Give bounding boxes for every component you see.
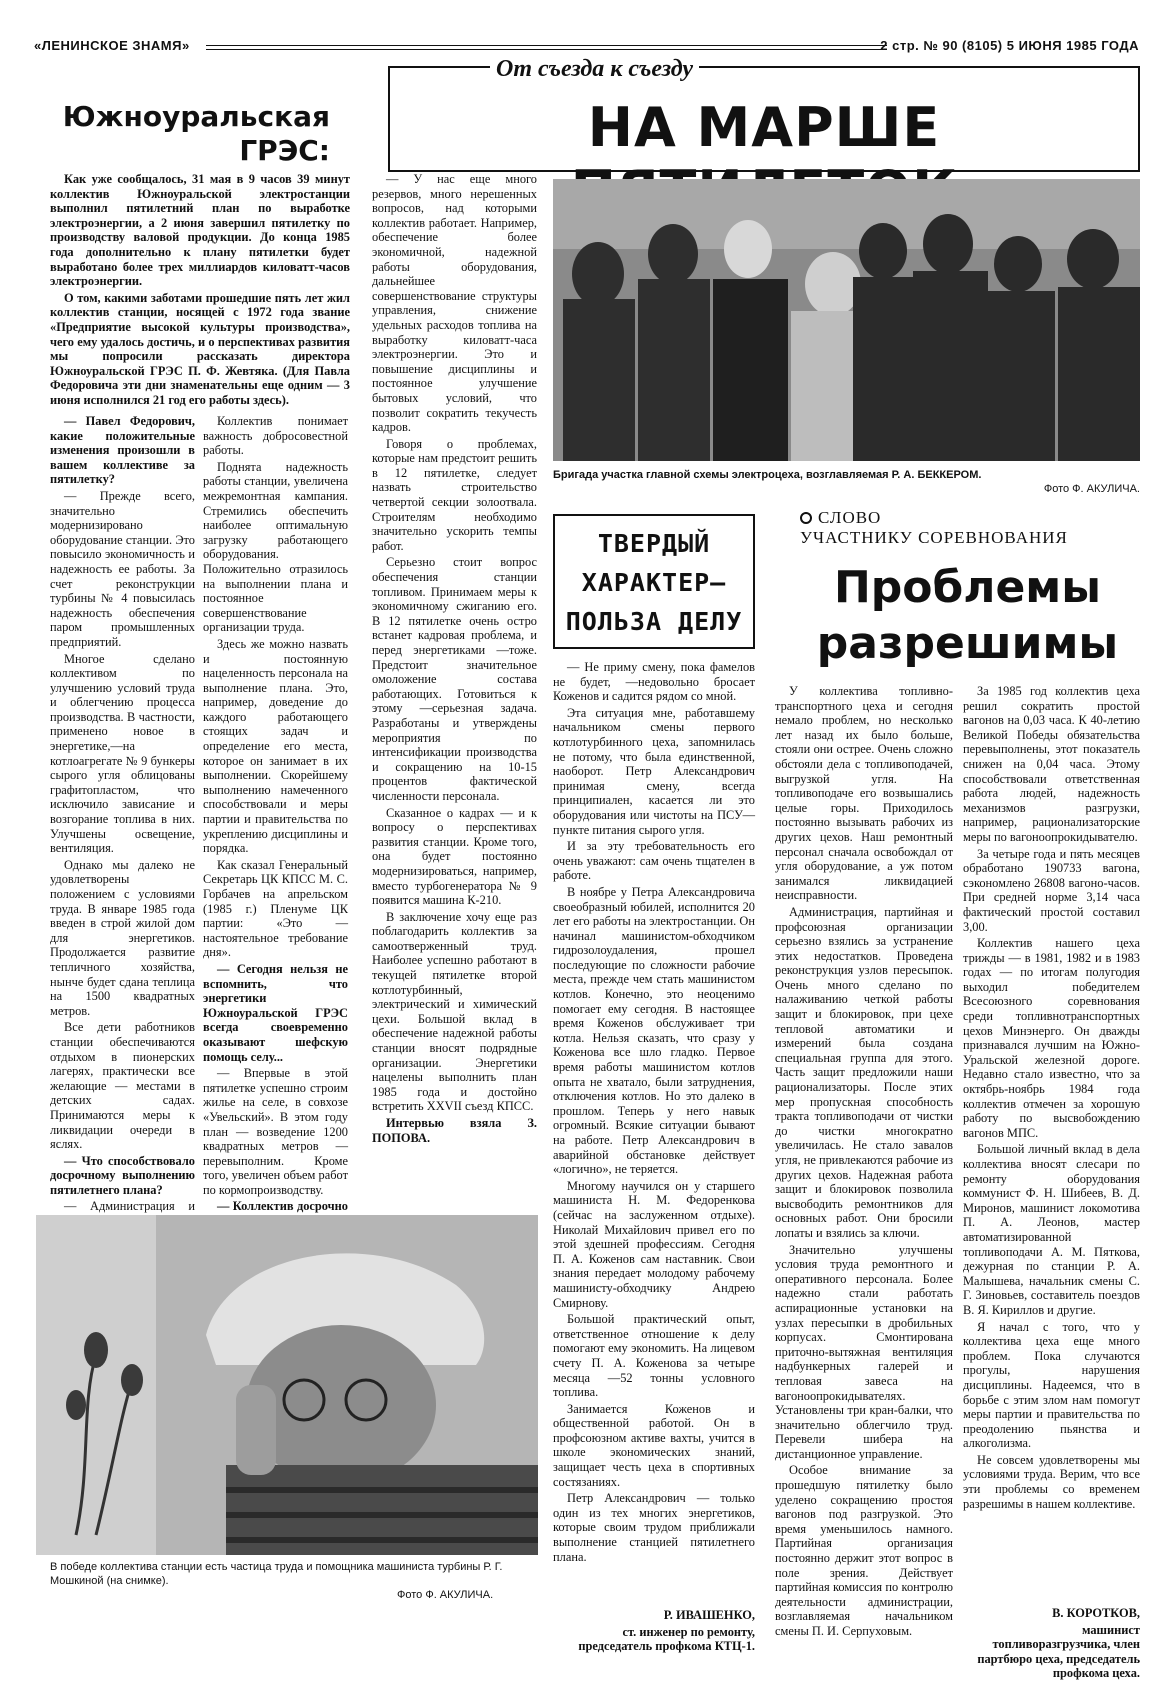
brigade-photo-caption [553, 468, 1140, 496]
tverdy-title-box [553, 514, 755, 649]
brigade-caption-text: Бригада участка главной схемы электроцеха, возглавляемая Р. А. БЕККЕРОМ. [553, 469, 982, 481]
section-banner [388, 56, 1140, 172]
paragraph: В ноябре у Петра Александровича своеобразный юбилей, исполнится 20 лет его работы на электростанции. Он начинал машинистом-обходчиком гидрозолоудаления, прошел последующие по сложности рабочие места, прежде чем стать машинистом котлов. Конечно, это неоценимо помогает ему сегодня. В настоящее время Коженов обслуживает три котла. Нельзя сказать, что сразу у Коженова все шло гладко. Первое время работы машинистом котлов опыта не хватало, были затруднения, отключения котлов. Но это далеко в прошлом. Теперь у него навык огромный. Всякие ситуации бывают на работе. Петр Александрович в аварийной обстановке действует «логично», не теряется. [553, 884, 755, 1177]
paragraph: Значительно улучшены условия труда ремонтного и оперативного персонала. Более надежно стали работать аспирационные установки на узлах пересыпки в дробильных корпусах. Смонтирована приточно-вытяжная вентиляция надбункерных галерей и тепловая завеса на вагоноопрокидывателях. Установлены три кран-балки, что значительно облегчило труд. Перевели шибера на дистанционное управление. [775, 1242, 953, 1461]
interview-column-1 [50, 414, 195, 1214]
tverdy-title-line-1: ТВЕРДЫЙ [597, 529, 711, 558]
paragraph: — Что способствовало досрочному выполнению пятилетнего плана? [50, 1153, 195, 1197]
paragraph: У коллектива топливно-транспортного цеха и сегодня немало проблем, но несколько лет назад их было больше, стояли они острее. Очень сложно обстояли дела с топливоподачей, выгрузкой угля. На топливоподаче его возвышались целые горы. Приходилось постоянно вызывать рабочих из других цехов. Наш ремонтный персонал сначала освобождал от угля оборудование, а уж потом занимался ликвидацией неисправности. [775, 684, 953, 903]
brigade-photo-credit: Фото Ф. АКУЛИЧА. [1043, 483, 1140, 495]
banner-rubric: От съезда к съезду [490, 56, 699, 83]
paragraph: Большой практический опыт, ответственное отношение к делу помогают ему экономить. На лицевом счету П. А. Коженова за четыре месяца —52 тонны условного топлива. [553, 1312, 755, 1400]
portrait-photo [36, 1215, 538, 1555]
paragraph: Поднята надежность работы станции, увеличена межремонтная кампания. Стремились обеспечить наиболее оптимальную загрузку работающего оборудования. Положительно отразилось на выполнении плана и постоянное совершенствование организации труда. [203, 459, 348, 635]
problems-signature-name: В. КОРОТКОВ, [1052, 1606, 1140, 1620]
paragraph: Сказанное о кадрах — и к вопросу о перспективах развития станции. Кроме того, она будет постоянно модернизироваться, например, вместо турбогенератора № 9 появится машина К-210. [372, 805, 537, 908]
paragraph: Многое сделано коллективом по улучшению условий труда и облегчению процесса производства. В частности, применено новое в энергетике,—на котлоагрегате № 9 бункеры сырого угля облицованы графитопластом, что исключило зависание и возгорание топлива в них. Улучшены освещение, вентиляция. [50, 651, 195, 856]
banner-title: НА МАРШЕ [587, 96, 941, 159]
tverdy-article-body [553, 660, 755, 1605]
paragraph: — Впервые в этой пятилетке успешно строим жилье на селе, в совхозе «Увельский». В этом году план — возведение 1200 квадратных метров — перевыполним. Кроме того, увеличен объем работ по кормопроизводству. [203, 1066, 348, 1197]
paragraph: — Не приму смену, пока фамелов не будет, —недовольно бросает Коженов и садится рядом со мной. [553, 660, 755, 704]
interview-signature: Интервью взяла З. ПОПОВА. [372, 1116, 537, 1145]
problems-rubric-line-2: УЧАСТНИКУ СОРЕВНОВАНИЯ [800, 528, 1068, 547]
interview-title: Южноуральская ГРЭС: [62, 100, 330, 167]
tverdy-title-line-3: ПОЛЬЗА ДЕЛУ [565, 607, 743, 636]
interview-column-2 [203, 414, 348, 1214]
circle-bullet-icon [800, 512, 812, 524]
portrait-photo-credit: Фото Ф. АКУЛИЧА. [397, 1589, 494, 1601]
paragraph: Эта ситуация мне, работавшему начальником смены первого котлотурбинного цеха, запомнилась не потому, что была единственной, наоборот. Петр Александрович принимая смену, всегда принципиален, касается ли это оборудования или чистоты на ПСУ—пункте питания сырого угля. [553, 705, 755, 837]
interview-lead [50, 172, 350, 410]
tverdy-signature-role: ст. инженер по ремонту, председатель профкома КТЦ-1. [578, 1624, 755, 1654]
paragraph: Администрация, партийная и профсоюзная организации серьезно взялись за устранение этих недостатков. Проведена реконструкция узлов пересыпок. Очень много сделано по налаживанию четкой работы защит и блокировок, при цехе тепловой автоматики и измерений была создана специальная группа для этого. Часть защит предложили наши рационализаторы. После этих мер пропускная способность тракта топливоподачи от чистки до чистки многократно увеличилась. Не стало завалов угля, не привлекаются рабочие из других цехов. Надежная работа защит и блокировок позволила высвободить ремонтников для основных работ. Они бросили лопаты и взялись за ключи. [775, 904, 953, 1240]
brigade-photo [553, 179, 1140, 461]
paragraph: — У нас еще много резервов, много нерешенных вопросов, над которыми коллектив работает. Например, обеспечение более экономичной, надежной работы оборудования, дальнейшее совершенствование структуры управления, снижение удельных расходов топлива на выработку киловатт-часа электроэнергии. Это и повышение дисциплины и постоянное улучшение бытовых условий, что позволит сократить текучесть кадров. [372, 172, 537, 435]
portrait-photo-image [36, 1215, 538, 1555]
paragraph: Коллектив нашего цеха трижды — в 1981, 1982 и в 1983 годах — по итогам полугодия выходил победителем Всесоюзного соревнования среди топливнотранспортных цехов Минэнерго. Он дважды признавался лучшим на Южно-Уральской железной дороге. Недавно стало известно, что за октябрь-ноябрь 1984 года коллектив отмечен за хорошую работу по высвобождению вагонов МПС. [963, 936, 1140, 1140]
paper-name: «ЛЕНИНСКОЕ ЗНАМЯ» [34, 38, 190, 53]
problems-signature-role: машинист топливоразгрузчика, член партбюро цеха, председатель профкома цеха. [977, 1622, 1140, 1681]
problems-rubric [800, 508, 1068, 548]
paragraph: В заключение хочу еще раз поблагодарить коллектив за самоотверженный труд. Наиболее успешно работают в текущей пятилетке второй котлотурбинный, электрический и химический цехи. Большой вклад в обеспечение надежной работы станции вносят подрядные организации. Энергетики нацелены выполнить план 1985 года и достойно встретить XXVII съезд КПСС. [372, 909, 537, 1114]
problems-column-1 [775, 684, 953, 1669]
paragraph: Однако мы далеко не удовлетворены положением с условиями труда. В январе 1985 года введен в строй жилой дом для энергетиков. Продолжается развитие тепличного хозяйства, нынче будет сдана теплица на 1500 квадратных метров. [50, 857, 195, 1018]
paragraph: — Павел Федорович, какие положительные изменения произошли в вашем коллективе за пятилетку? [50, 414, 195, 487]
paragraph: Серьезно стоит вопрос обеспечения станции топливом. Принимаем меры к экономичному сжиганию его. В 12 пятилетке очень остро встанет кадровая проблема, и перед энергетиками —тоже. Предстоит значительное омоложение состава работающих. Готовиться к этому —серьезная задача. Разработаны и утверждены мероприятия по интенсификации производства и сокращению на 10-15 процентов фактической численности персонала. [372, 555, 537, 803]
paragraph: Я начал с того, что у коллектива цеха еще много проблем. Пока случаются прогулы, нарушения дисциплины. Надеемся, что в борьбе с этим злом нам помогут меры партии и правительства по преодолению пьянства и алкоголизма. [963, 1319, 1140, 1451]
paragraph: Говоря о проблемах, которые нам предстоит решить в 12 пятилетке, следует назвать строительство четвертой секции золоотвала. Строителям необходимо значительно ускорить темпы работ. [372, 436, 537, 553]
masthead-rule [206, 45, 887, 50]
paragraph: Все дети работников станции обеспечиваются отдыхом в пионерских лагерях, практически все желающие — местами в детских садах. Принимаются меры к ликвидации очереди в яслях. [50, 1020, 195, 1152]
paragraph: Многому научился он у старшего машиниста Н. М. Федоренкова (сейчас на заслуженном отдыхе). Николай Михайлович привел его по этой здешней профессиям. Сегодня П. А. Коженов сам наставник. Свои знания передает молодому рабочему машинисту-обходчику Андрею Смирнову. [553, 1178, 755, 1310]
lead-paragraph-1: Как уже сообщалось, 31 мая в 9 часов 39 минут коллектив Южноуральской электростанции выполнил пятилетний план по выработке электроэнергии, а 2 июня завершил пятилетку по производству валовой продукции. До конца 1985 года дополнительно к плану пятилетки будет выработано более трех миллиардов киловатт-часов электроэнергии. [50, 172, 350, 289]
lead-paragraph-2: О том, какими заботами прошедшие пять лет жил коллектив станции, носящей с 1972 года звание «Предприятие высокой культуры производства», чего ему удалось достичь, и о перспективах развития мы попросили рассказать директора Южноуральской ГРЭС П. Ф. Жевтяка. (Для Павла Федоровича эти дни знаменательны еще одним — 3 июня исполнился 21 год его работы здесь). [50, 290, 350, 407]
paragraph: — Сегодня нельзя не вспомнить, что энергетики Южноуральской ГРЭС всегда своевременно оказывают шефскую помощь селу... [203, 961, 348, 1064]
tverdy-signature-name: Р. ИВАШЕНКО, [663, 1608, 755, 1622]
problems-rubric-line-1: СЛОВО [818, 508, 882, 527]
paragraph: Не совсем удовлетворены мы условиями труда. Верим, что все эти проблемы со временем разрешимы в нашем коллективе. [963, 1452, 1140, 1511]
masthead [34, 38, 1139, 58]
tverdy-signature [553, 1608, 755, 1668]
paragraph: — Коллектив досрочно [217, 1199, 348, 1214]
paragraph: Здесь же можно назвать и постоянную нацеленность персонала на выполнение плана. Это, например, доведение до каждого работающего стоящих задач и определение его места, которое он занимает в их выполнении. Скорейшему выполнению намеченного способствовали и меры партии и правительства по укреплению дисциплины и порядка. [203, 636, 348, 856]
paragraph: За четыре года и пять месяцев обработано 190733 вагона, сэкономлено 26808 вагоно-часов. При средней норме 3,14 часа фактический простой составил 3,00. [963, 846, 1140, 934]
paragraph: Коллектив понимает важность добросовестной работы. [203, 414, 348, 458]
paragraph: Как сказал Генеральный Секретарь ЦК КПСС М. С. Горбачев на апрельском (1985 г.) Пленуме ЦК партии: «Это — настоятельное требование дня». [203, 857, 348, 960]
brigade-photo-image [553, 179, 1140, 461]
interview-column-3 [372, 172, 537, 1204]
paragraph: — Администрация и [64, 1199, 195, 1214]
paragraph: — Прежде всего, значительно модернизировано оборудование станции. Это повысило экономичность и надежность ее работы. За счет реконструкции турбины № 4 повысилась надежность обеспечения паром промышленных предприятий. [50, 488, 195, 649]
problems-title: Проблемы разрешимы [816, 562, 1119, 669]
portrait-caption-text: В победе коллектива станции есть частица труда и помощника машиниста турбины Р. Г. Мошкиной (на снимке). [50, 1561, 503, 1587]
issue-info: 2 стр. № 90 (8105) 5 ИЮНЯ 1985 ГОДА [880, 38, 1139, 53]
problems-column-2 [963, 684, 1140, 1604]
problems-signature [963, 1606, 1140, 1681]
paragraph: И за эту требовательность его очень уважают: сам очень тщателен в работе. [553, 839, 755, 883]
paragraph: За 1985 год коллектив цеха решил сократить простой вагонов на 0,03 часа. К 40-летию Великой Победы обязательства перевыполнены, этот показатель снижен на 0,04 часа. Этому способствовали ответственная работа людей, надежность механизмов разгрузки, например, рационализаторские меры по вагоноопрокидывателю. [963, 684, 1140, 844]
portrait-photo-caption [50, 1560, 550, 1601]
paragraph: Занимается Коженов и общественной работой. Он в профсоюзном активе вахты, учится в школе экономических знаний, защищает честь цеха в спортивных состязаниях. [553, 1401, 755, 1489]
tverdy-title-line-2: ХАРАКТЕР— [581, 568, 727, 597]
paragraph: Петр Александрович — только один из тех многих энергетиков, которые своим трудом приближали выполнение станцией пятилетнего плана. [553, 1491, 755, 1564]
paragraph: Большой личный вклад в дела коллектива вносят слесари по ремонту оборудования коммунист Ф. Н. Шибеев, В. Д. Миронов, машинист локомотива П. А. Леонов, мастер автоматизированной топливоподачи А. М. Пяткова, дежурная по станции Р. А. Малышева, начальник смены С. Г. Зиновьев, составитель поездов В. Я. Кириллов и другие. [963, 1142, 1140, 1317]
paragraph: Особое внимание за прошедшую пятилетку было уделено сокращению простоя вагонов под разгрузкой. Это время уменьшилось намного. Партийная организация постоянно держит этот вопрос в поле зрения. Действует партийная комиссия по контролю деятельности администрации, возглавляемая начальником смены П. И. Серпуховым. [775, 1463, 953, 1638]
